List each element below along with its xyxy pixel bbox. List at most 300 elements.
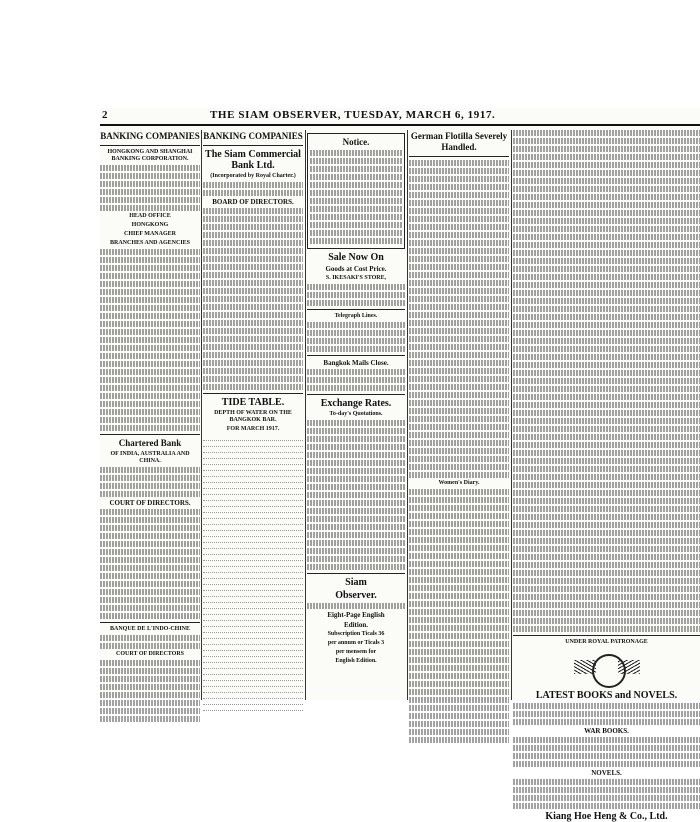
text-line [513,711,700,717]
text-line [100,189,200,195]
text-line [310,238,402,244]
text-line [409,304,509,310]
text-line [513,234,700,240]
text-line [307,460,405,466]
text-line [513,210,700,216]
notice-heading: Notice. [342,137,370,147]
column-2 [203,130,303,700]
text-line [409,705,509,711]
tide-table-sub: DEPTH OF WATER ON THE BANGKOK BAR. [214,410,292,423]
observer-ad-line-6: English Edition. [335,658,377,664]
text-line [203,216,303,222]
text-line [513,562,700,568]
text-line [409,601,509,607]
text-line [203,336,303,342]
royal-patronage-label: UNDER ROYAL PATRONAGE [565,639,648,645]
text-line [100,393,200,399]
text-line [307,532,405,538]
observer-ad-line-1: Eight-Page English [327,611,385,619]
column-1 [100,130,200,700]
text-line [307,377,405,383]
divider [203,393,303,394]
text-line [100,361,200,367]
text-line [310,230,402,236]
text-line [100,700,200,706]
text-line [409,593,509,599]
text-line [513,346,700,352]
text-line [307,508,405,514]
text-line [409,312,509,318]
text-line [203,288,303,294]
text-line [307,492,405,498]
text-line [513,410,700,416]
text-line [409,585,509,591]
flotilla-heading: German Flotilla Severely Handled. [410,131,508,152]
text-line [307,292,405,298]
text-line [513,202,700,208]
court-of-directors-label: COURT OF DIRECTORS. [109,499,191,507]
divider [100,622,200,623]
text-line [100,181,200,187]
text-line [513,178,700,184]
text-line [307,436,405,442]
text-line [513,450,700,456]
text-line [100,549,200,555]
text-line [100,409,200,415]
text-line [203,344,303,350]
divider [100,145,200,146]
text-line [307,564,405,570]
mails-heading: Bangkok Mails Close. [323,359,389,367]
text-line [513,474,700,480]
text-line [513,402,700,408]
text-line [513,546,700,552]
text-line [409,713,509,719]
text-line [409,625,509,631]
text-line [100,475,200,481]
text-line [203,264,303,270]
page-number: 2 [102,109,108,121]
text-line [307,468,405,474]
text-line [513,514,700,520]
text-line [203,360,303,366]
text-line [100,605,200,611]
text-line [203,240,303,246]
text-line [203,232,303,238]
observer-ad-line-4: per annum or Ticals 3 [327,640,385,646]
text-line [513,322,700,328]
text-line [513,242,700,248]
text-line [100,597,200,603]
text-line [203,320,303,326]
hsbc-name: HONGKONG AND SHANGHAI BANKING CORPORATION. [107,149,193,162]
store-name: S. IKESAKI'S STORE, [325,275,387,281]
store-heading: Kiang Hoe Heng & Co., Ltd. [545,811,668,822]
text-line [513,737,700,743]
text-line [100,660,200,666]
text-line [100,525,200,531]
text-line [100,517,200,523]
text-line [513,787,700,793]
text-line [513,538,700,544]
chief-manager-label: CHIEF MANAGER [124,231,176,237]
text-line [100,321,200,327]
text-line [409,456,509,462]
text-line [513,434,700,440]
text-line [409,649,509,655]
text-line [513,130,700,136]
text-line [409,537,509,543]
divider [307,355,405,356]
text-line [409,729,509,735]
text-line [409,328,509,334]
text-line [409,296,509,302]
text-line [409,569,509,575]
text-line [409,633,509,639]
text-line [100,313,200,319]
text-line [310,190,402,196]
text-line [409,617,509,623]
text-line [100,541,200,547]
text-line [100,305,200,311]
text-line [307,484,405,490]
text-line [203,312,303,318]
text-line [513,442,700,448]
text-line [513,466,700,472]
text-line [100,676,200,682]
masthead [100,108,700,126]
sale-sub: Goods at Cost Price. [325,265,387,273]
text-line [100,257,200,263]
text-line [100,385,200,391]
text-line [409,505,509,511]
text-line [100,589,200,595]
column-4 [409,130,509,700]
text-line [513,795,700,801]
text-line [409,641,509,647]
text-line [513,426,700,432]
text-line [513,170,700,176]
tide-table-month: FOR MARCH 1917. [226,426,280,432]
text-line [307,330,405,336]
chartered-bank-name: Chartered Bank [118,438,182,448]
text-line [513,490,700,496]
text-line [307,548,405,554]
text-line [203,376,303,382]
text-line [513,703,700,709]
divider [307,573,405,574]
text-line [513,330,700,336]
banking-heading: BANKING COMPANIES [100,131,200,141]
column-rule [511,130,512,700]
chartered-bank-sub: OF INDIA, AUSTRALIA AND CHINA. [110,451,190,464]
text-line [409,344,509,350]
text-line [513,498,700,504]
masthead-title: THE SIAM OBSERVER, TUESDAY, MARCH 6, 1917. [210,109,496,121]
text-line [409,176,509,182]
text-line [409,264,509,270]
text-line [409,320,509,326]
text-line [513,258,700,264]
text-line [513,594,700,600]
text-line [513,146,700,152]
text-line [513,578,700,584]
text-line [513,354,700,360]
text-line [513,218,700,224]
royal-emblem-icon [572,648,642,688]
text-line [307,346,405,352]
text-line [513,753,700,759]
text-line [307,369,405,375]
text-line [513,394,700,400]
text-line [307,300,405,306]
text-line [513,506,700,512]
text-line [100,197,200,203]
text-line [409,609,509,615]
text-line [100,635,200,641]
text-line [100,643,200,649]
divider [100,434,200,435]
text-line [513,282,700,288]
tide-table [203,435,303,711]
text-line [409,256,509,262]
text-line [409,497,509,503]
text-line [513,314,700,320]
text-line [513,458,700,464]
text-line [409,721,509,727]
text-line [409,384,509,390]
observer-ad-line-5: per mensem for [335,649,377,655]
column-rule [305,130,306,700]
text-line [203,190,303,196]
banking-heading-2: BANKING COMPANIES [203,131,303,141]
text-line [203,280,303,286]
text-line [307,452,405,458]
text-line [513,626,700,632]
text-line [307,420,405,426]
text-line [203,368,303,374]
text-line [100,401,200,407]
text-line [513,418,700,424]
text-line [100,708,200,714]
head-office-label: HEAD OFFICE [129,213,171,219]
text-line [203,224,303,230]
text-line [100,165,200,171]
text-line [513,779,700,785]
text-line [409,168,509,174]
text-line [513,362,700,368]
text-line [513,266,700,272]
text-line [100,491,200,497]
text-line [203,296,303,302]
text-line [409,697,509,703]
text-line [409,440,509,446]
text-line [513,378,700,384]
text-line [409,472,509,478]
text-line [513,298,700,304]
text-line [307,385,405,391]
text-line [100,573,200,579]
text-line [100,533,200,539]
observer-ad-title-1: Siam [345,577,367,588]
text-line [100,281,200,287]
column-rule [407,130,408,700]
text-line [513,602,700,608]
exchange-sub: To-day's Quotations. [329,411,383,417]
text-line [513,745,700,751]
telegraph-heading: Telegraph Lines. [334,313,378,319]
text-line [100,565,200,571]
divider [203,145,303,146]
text-line [307,444,405,450]
text-line [409,200,509,206]
text-line [513,530,700,536]
text-line [409,424,509,430]
text-line [513,162,700,168]
column-5 [513,130,700,822]
text-line [100,249,200,255]
text-line [203,256,303,262]
text-line [310,206,402,212]
text-line [513,274,700,280]
divider [409,156,509,157]
divider [513,635,700,636]
column-rule [201,130,202,700]
text-line [100,273,200,279]
text-line [100,329,200,335]
text-line [513,306,700,312]
indochine-bank-name: BANQUE DE L'INDO-CHINE [109,626,190,632]
text-line [513,719,700,725]
text-line [513,761,700,767]
text-line [100,557,200,563]
text-line [100,716,200,722]
text-line [100,509,200,515]
text-line [409,400,509,406]
text-line [100,417,200,423]
divider [307,309,405,310]
text-line [513,586,700,592]
text-line [409,489,509,495]
text-line [409,192,509,198]
exchange-heading: Exchange Rates. [320,398,392,409]
text-line [409,657,509,663]
text-line [513,554,700,560]
text-line [409,665,509,671]
text-line [409,376,509,382]
text-line [203,272,303,278]
text-line [203,208,303,214]
text-line [310,214,402,220]
text-line [409,184,509,190]
text-line [409,553,509,559]
text-line [409,561,509,567]
text-line [307,603,405,609]
text-line [310,182,402,188]
text-line [307,284,405,290]
observer-ad-line-2: Edition. [344,621,368,629]
text-line [409,248,509,254]
text-line [513,370,700,376]
text-line [203,352,303,358]
text-line [513,338,700,344]
text-line [409,577,509,583]
text-line [100,265,200,271]
text-line [203,304,303,310]
text-line [409,689,509,695]
text-line [409,464,509,470]
text-line [513,618,700,624]
sale-heading: Sale Now On [328,252,384,263]
text-line [409,240,509,246]
text-line [409,160,509,166]
board-of-directors-label: BOARD OF DIRECTORS. [212,198,294,206]
observer-ad-title-2: Observer. [335,590,377,601]
text-line [310,174,402,180]
court-of-directors-label-2: COURT OF DIRECTORS [115,651,185,657]
text-line [100,369,200,375]
text-line [513,522,700,528]
text-line [100,467,200,473]
text-line [409,392,509,398]
text-line [409,416,509,422]
text-line [100,613,200,619]
column-3 [307,130,405,700]
emblem-part [618,660,640,674]
text-line [100,337,200,343]
text-line [307,540,405,546]
text-line [409,280,509,286]
text-line [409,208,509,214]
text-line [203,384,303,390]
text-line [307,338,405,344]
text-line [409,737,509,743]
text-line [409,408,509,414]
text-line [203,248,303,254]
novels-heading: NOVELS. [591,769,622,777]
text-line [100,684,200,690]
text-line [409,448,509,454]
text-line [100,345,200,351]
text-line [409,521,509,527]
text-line [100,581,200,587]
text-line [100,353,200,359]
text-line [307,476,405,482]
text-line [409,432,509,438]
text-line [513,290,700,296]
text-line [409,529,509,535]
siam-commercial-bank-name: The Siam Commercial Bank Ltd. [205,149,301,171]
text-line [307,500,405,506]
table-row [203,705,303,711]
text-line [310,222,402,228]
text-line [513,386,700,392]
text-line [409,272,509,278]
text-line [409,224,509,230]
text-line [307,556,405,562]
text-line [513,226,700,232]
text-line [100,483,200,489]
text-line [409,216,509,222]
branches-label: BRANCHES AND AGENCIES [109,240,191,246]
text-line [310,150,402,156]
text-line [100,297,200,303]
text-line [409,681,509,687]
text-line [409,545,509,551]
text-line [409,360,509,366]
womens-diary-heading: Women's Diary. [438,480,480,486]
incorporated-note: (Incorporated by Royal Charter.) [210,173,296,179]
